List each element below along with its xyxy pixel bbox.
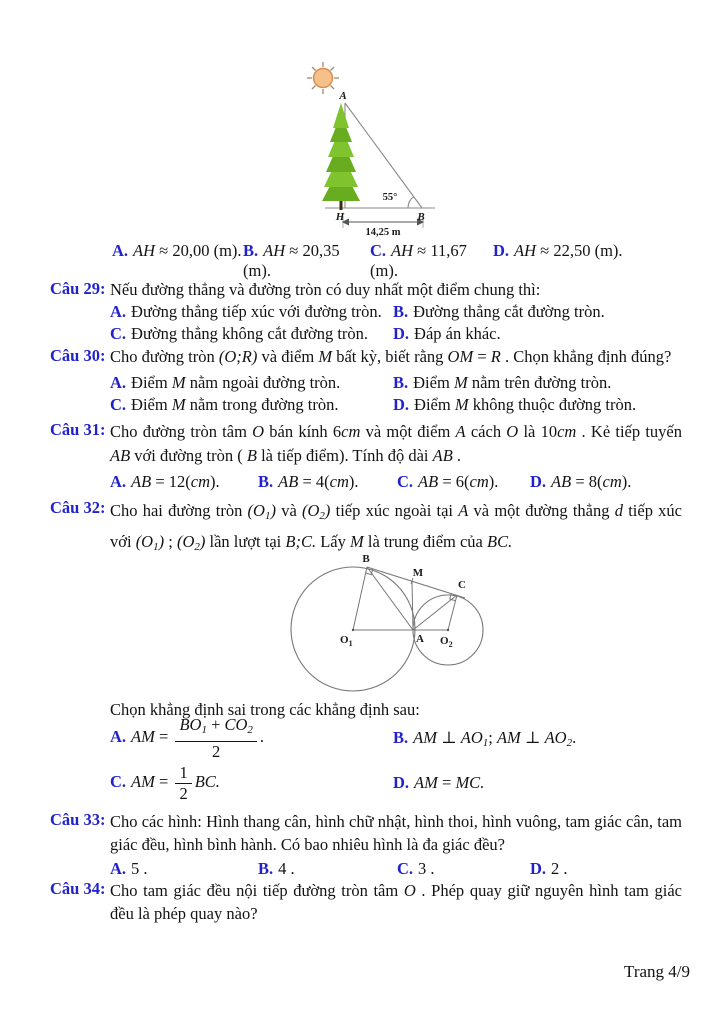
question-text: Cho tam giác đều nội tiếp đường tròn tâm O . Phép quay giữ nguyên hình tam giác đều là phép quay nào? xyxy=(110,881,682,923)
question-30 xyxy=(50,346,682,416)
label-O2: $O_2$ xyxy=(440,635,453,649)
question-options xyxy=(110,301,682,345)
option-letter: A. xyxy=(110,726,127,746)
option-letter: C. xyxy=(397,859,414,878)
option-d xyxy=(393,773,682,793)
option-letter: C. xyxy=(110,771,127,791)
option-b xyxy=(258,471,397,493)
option-b xyxy=(393,301,682,323)
question-text: Cho hai đường tròn (O1) và (O2) tiếp xúc ngoài tại A và một đường thẳng d tiếp xúc với (O1) ; (O2) lần lượt tại B;C. Lấy M là trung điểm của BC. xyxy=(110,501,682,553)
option-text: 4 . xyxy=(278,859,295,878)
tangent-circles-figure xyxy=(285,550,495,700)
label-O1: $O_1$ xyxy=(340,634,353,648)
option-letter: C. xyxy=(110,395,127,414)
option-text: Điểm M nằm trên đường tròn. xyxy=(413,373,612,392)
option-letter: A. xyxy=(110,373,127,392)
question-options xyxy=(110,858,682,880)
option-c xyxy=(110,763,393,803)
option-b xyxy=(258,858,397,880)
label-B: B xyxy=(417,211,425,223)
option-c xyxy=(110,394,393,416)
label-distance: 14,25 m xyxy=(365,227,401,238)
question-32-options-cd xyxy=(110,760,682,806)
option-letter: A. xyxy=(110,302,127,321)
option-letter: D. xyxy=(530,472,547,491)
option-b xyxy=(393,372,682,394)
option-letter: D. xyxy=(493,241,510,260)
fraction-numerator: 1 xyxy=(175,763,191,784)
option-text: AM = xyxy=(131,771,173,791)
option-text: Đường thẳng tiếp xúc với đường tròn. xyxy=(131,302,382,321)
question-32-options-ab xyxy=(110,712,682,764)
question-options xyxy=(110,372,682,416)
tree-icon xyxy=(322,103,360,210)
option-c xyxy=(397,471,530,493)
option-d xyxy=(530,471,682,493)
question-number: Câu 30: xyxy=(50,346,106,365)
option-a xyxy=(110,372,393,394)
option-text: AM ⊥ AO1; AM ⊥ AO2. xyxy=(413,727,577,749)
option-d xyxy=(393,323,682,345)
option-c xyxy=(110,323,393,345)
option-text: AH ≈ 20,00 (m). xyxy=(133,241,242,260)
fraction xyxy=(175,763,191,803)
option-letter: C. xyxy=(370,241,387,260)
option-text: Điểm M nằm ngoài đường tròn. xyxy=(131,373,341,392)
option-text: AB = 12(cm). xyxy=(131,472,220,491)
option-letter: B. xyxy=(243,241,259,260)
option-text: 3 . xyxy=(418,859,435,878)
label-H: H xyxy=(335,211,345,223)
option-text: Đường thẳng cắt đường tròn. xyxy=(413,302,605,321)
question-options xyxy=(110,471,682,493)
option-c xyxy=(397,858,530,880)
label-B: B xyxy=(362,553,370,565)
option-text: BC. xyxy=(194,771,220,791)
question-31 xyxy=(50,420,682,493)
sun-icon xyxy=(307,62,339,94)
option-a xyxy=(110,471,258,493)
fraction-numerator: BO1 + CO2 xyxy=(175,715,256,742)
page-number: Trang 4/9 xyxy=(624,962,690,981)
question-text: Cho các hình: Hình thang cân, hình chữ nhật, hình thoi, hình vuông, tam giác cân, tam giác đều, hình bình hành. Có bao nhiêu hình là đa giác đều? xyxy=(110,812,682,854)
option-text: AH ≈ 11,67 (m). xyxy=(370,241,467,280)
option-letter: B. xyxy=(258,859,274,878)
question-34 xyxy=(50,879,682,925)
option-text: AH ≈ 20,35 (m). xyxy=(243,241,340,280)
question-number: Câu 31: xyxy=(50,420,106,439)
question-32-prompt: Chọn khẳng định sai trong các khẳng định sau: xyxy=(110,700,420,719)
option-text: 5 . xyxy=(131,859,148,878)
option-d xyxy=(493,241,682,281)
tree-shadow-figure xyxy=(277,58,477,238)
option-letter: B. xyxy=(393,302,409,321)
option-text: 2 . xyxy=(551,859,568,878)
question-number: Câu 33: xyxy=(50,810,106,829)
option-text: AH ≈ 22,50 (m). xyxy=(514,241,623,260)
option-a xyxy=(110,715,393,761)
option-letter: A. xyxy=(110,859,127,878)
option-letter: D. xyxy=(393,773,410,792)
option-d xyxy=(393,394,682,416)
option-text: Điểm M không thuộc đường tròn. xyxy=(414,395,637,414)
option-a xyxy=(110,858,258,880)
label-C: C xyxy=(458,579,466,591)
question-33 xyxy=(50,810,682,880)
option-letter: C. xyxy=(397,472,414,491)
option-letter: B. xyxy=(393,727,409,747)
option-letter: C. xyxy=(110,324,127,343)
option-letter: B. xyxy=(393,373,409,392)
option-letter: D. xyxy=(393,324,410,343)
fraction-denominator: 2 xyxy=(212,742,221,761)
question-number: Câu 32: xyxy=(50,498,106,517)
option-c xyxy=(370,241,493,281)
option-a xyxy=(112,241,243,281)
label-A: A xyxy=(339,90,347,102)
question-text: Cho đường tròn (O;R) và điểm M bất kỳ, biết rằng OM = R . Chọn khẳng định đúng? xyxy=(110,347,672,366)
option-letter: A. xyxy=(112,241,129,260)
option-text: AB = 4(cm). xyxy=(278,472,359,491)
option-text: AM = MC. xyxy=(414,773,485,792)
label-A: A xyxy=(416,633,424,645)
question-29 xyxy=(50,279,682,345)
question-text: Cho đường tròn tâm O bán kính 6cm và một điểm A cách O là 10cm . Kẻ tiếp tuyến AB với đường tròn ( B là tiếp điểm). Tính độ dài AB . xyxy=(110,422,682,465)
fraction-denominator: 2 xyxy=(179,784,188,803)
option-text: Điểm M nằm trong đường tròn. xyxy=(131,395,339,414)
option-b xyxy=(243,241,370,281)
option-letter: A. xyxy=(110,472,127,491)
fraction xyxy=(175,715,256,761)
option-letter: B. xyxy=(258,472,274,491)
option-text: . xyxy=(259,726,265,746)
option-a xyxy=(110,301,393,323)
option-b xyxy=(393,728,682,749)
label-angle: 55° xyxy=(382,192,398,203)
option-text: AM = xyxy=(131,726,173,746)
circles xyxy=(291,567,483,691)
option-text: Đường thẳng không cắt đường tròn. xyxy=(131,324,369,343)
label-M: M xyxy=(412,567,424,579)
question-number: Câu 29: xyxy=(50,279,106,298)
option-letter: D. xyxy=(393,395,410,414)
option-text: Đáp án khác. xyxy=(414,324,501,343)
option-letter: D. xyxy=(530,859,547,878)
question-text: Nếu đường thẳng và đường tròn có duy nhất một điểm chung thì: xyxy=(110,280,541,299)
option-d xyxy=(530,858,682,880)
option-text: AB = 8(cm). xyxy=(551,472,632,491)
segments xyxy=(353,567,465,630)
preq-options-row xyxy=(112,241,682,281)
question-number: Câu 34: xyxy=(50,879,106,898)
option-text: AB = 6(cm). xyxy=(418,472,499,491)
